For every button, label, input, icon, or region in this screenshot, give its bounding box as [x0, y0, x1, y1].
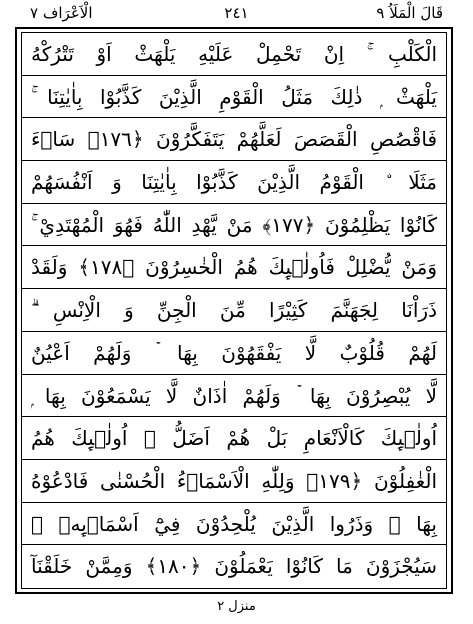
text-line: كَانُوْا يَظْلِمُوْنَ ﴿١٧٧﴾ مَنْ يَّهْدِ اللّٰهُ فَهُوَ الْمُهْتَدِيْ ۚ — [21, 204, 447, 247]
text-line: يَلْهَثْ ۭ ذٰلِكَ مَثَلُ الْقَوْمِ الَّذِيْنَ كَذَّبُوْا بِاٰيٰتِنَا ۚ — [21, 76, 447, 119]
surah-name: الْاَعْرَاف ٧ — [30, 4, 93, 22]
text-line: الْكَلْبِ ۚ اِنْ تَحْمِلْ عَلَيْهِ يَلْهَثْ اَوْ تَتْرُكْهُ — [21, 33, 447, 76]
text-line: بِهَا ۠ وَذَرُوا الَّذِيْنَ يُلْحِدُوْنَ فِيْٓ اَسْمَاۗىِٕهٖ ۭ — [21, 503, 447, 546]
text-line: لَّا يُبْصِرُوْنَ بِهَا ۡ وَلَهُمْ اٰذَانٌ لَّا يَسْمَعُوْنَ بِهَا ۭ — [21, 375, 447, 418]
text-line: الْغٰفِلُوْنَ ﴿١٧٩﴾ وَلِلّٰهِ الْاَسْمَاۗءُ الْحُسْنٰى فَادْعُوْهُ — [21, 460, 447, 503]
text-block — [21, 33, 447, 588]
text-line: ذَرَاْنَا لِجَهَنَّمَ كَثِيْرًا مِّنَ الْجِنِّ وَ الْاِنْسِ ۗ — [21, 289, 447, 332]
text-line: وَمَنْ يُّضْلِلْ فَاُولٰۗىِٕكَ هُمُ الْخٰسِرُوْنَ ﴿١٧٨﴾ وَلَقَدْ — [21, 246, 447, 289]
text-line: مَثَلَا ۨ الْقَوْمُ الَّذِيْنَ كَذَّبُوْا بِاٰيٰتِنَا وَ اَنْفُسَهُمْ — [21, 161, 447, 204]
page-number: ٢٤١ — [224, 4, 249, 22]
text-line: سَيُجْزَوْنَ مَا كَانُوْا يَعْمَلُوْنَ ﴿١٨٠﴾ وَمِمَّنْ خَلَقْنَآ — [31, 554, 437, 579]
manzil-footer: منزل ٢ — [217, 599, 256, 614]
juz-name: قَالَ الْمَلَاُ ٩ — [376, 4, 443, 22]
text-line: اُولٰۗىِٕكَ كَالْاَنْعَامِ بَلْ هُمْ اَضَلُّ ۭ اُولٰۗىِٕكَ هُمُ — [21, 417, 447, 460]
page-header — [0, 0, 473, 26]
text-line: لَهُمْ قُلُوْبٌ لَّا يَفْقَهُوْنَ بِهَا ۡ وَلَهُمْ اَعْيُنٌ — [21, 332, 447, 375]
text-line: فَاقْصُصِ الْقَصَصَ لَعَلَّهُمْ يَتَفَكَّرُوْنَ ﴿١٧٦﴾ سَاۗءَ — [21, 118, 447, 161]
